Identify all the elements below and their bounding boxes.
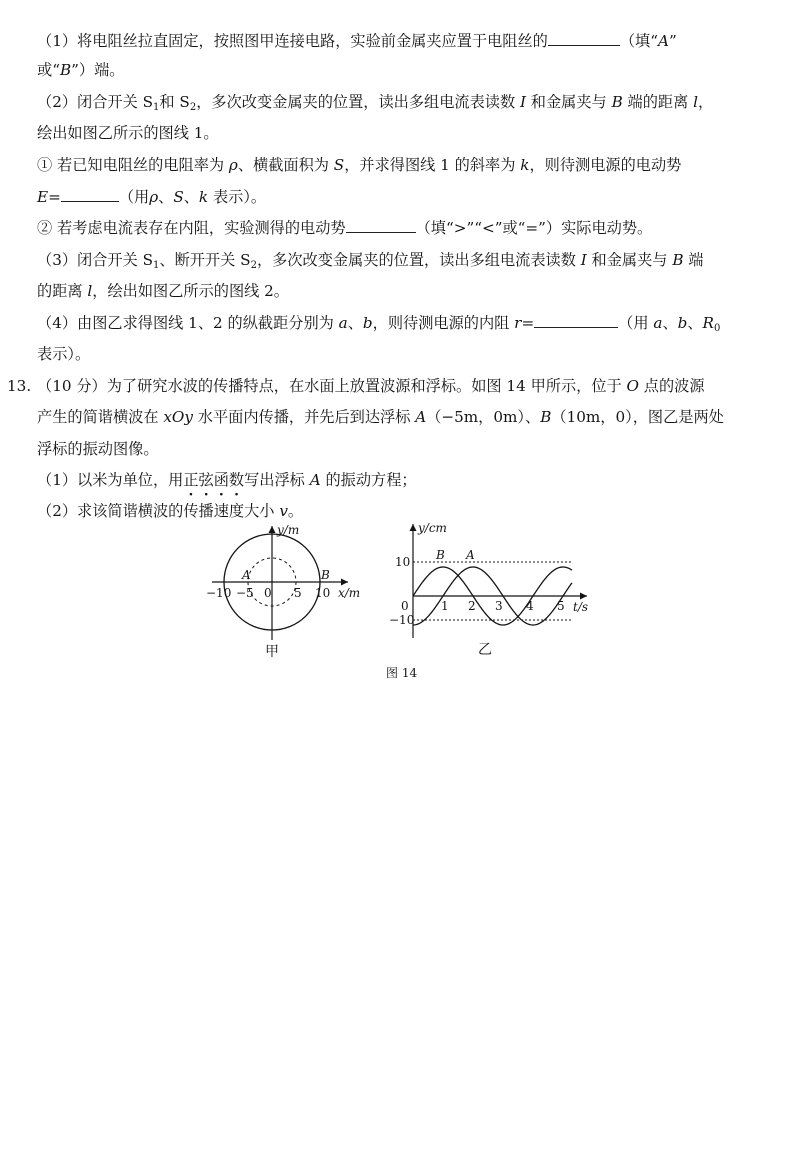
q12-sub2-line: ② 若考虑电流表存在内阻，实验测得的电动势 （填“>”“<”或“=”）实际电动势。: [37, 219, 653, 237]
tick-5: 5: [294, 586, 302, 600]
yi-xtick-1: 1: [441, 599, 449, 613]
yi-ytick-0: 0: [401, 599, 409, 613]
tick-neg5: −5: [236, 586, 254, 600]
caption-jia: 甲: [265, 644, 279, 660]
q12-part4-line2: 表示）。: [37, 345, 91, 363]
yi-xtick-2: 2: [468, 599, 476, 613]
yi-xlabel: t/s: [573, 600, 589, 614]
q13-line2: 产生的简谐横波在 xOy 水平面内传播，并先后到达浮标 A（−5m，0m）、B（10m，0），图乙是两处: [37, 408, 724, 426]
jia-ylabel: y/m: [277, 523, 300, 537]
point-B-label: B: [321, 568, 330, 582]
q12-part1-line2: 或“B”）端。: [37, 61, 125, 79]
answer-blank-1[interactable]: [548, 31, 620, 46]
jia-xlabel: x/m: [338, 586, 361, 600]
yi-xtick-5: 5: [557, 599, 565, 613]
q13-sub1: （1）以米为单位，用正弦函数写出浮标 A 的振动方程；: [37, 471, 417, 489]
figure-caption: 图 14: [386, 666, 418, 680]
answer-blank-3[interactable]: [346, 218, 416, 233]
q12-sub1-line1: ① 若已知电阻丝的电阻率为 ρ、横截面积为 S，并求得图线 1 的斜率为 k，则待测电源的电动势: [37, 156, 682, 174]
answer-blank-2[interactable]: [61, 187, 119, 202]
caption-yi: 乙: [478, 642, 492, 658]
q12-part2-line1: （2）闭合开关 $S_1$和 $S_2$，多次改变金属夹的位置，读出多组电流表读数 I 和金属夹与 B 端的距离 l，: [37, 93, 714, 113]
q12-part2-line2: 绘出如图乙所示的图线 1。: [37, 124, 219, 142]
q12-part3-line2: 的距离 l，绘出如图乙所示的图线 2。: [37, 282, 289, 300]
q12-part1-line1: （1）将电阻丝拉直固定，按照图甲连接电路，实验前金属夹应置于电阻丝的 （填“A”: [37, 32, 677, 50]
point-A-label: A: [242, 568, 251, 582]
tick-neg10: −10: [206, 586, 232, 600]
tick-0: 0: [264, 586, 272, 600]
yi-ylabel: y/cm: [418, 521, 447, 535]
q13-sub2: （2）求该简谐横波的传播速度大小 v。: [37, 502, 304, 520]
yi-ytick-10: 10: [395, 555, 411, 569]
q12-part3-line1: （3）闭合开关 $S_1$、断开开关 $S_2$，多次改变金属夹的位置，读出多组电流表读数 I 和金属夹与 B 端: [37, 251, 704, 271]
tick-10: 10: [315, 586, 331, 600]
yi-ytick-neg10: −10: [389, 613, 415, 627]
q13-line3: 浮标的振动图像。: [37, 440, 159, 458]
q12-sub1-line2: E= （用ρ、S、k 表示）。: [37, 188, 267, 206]
answer-blank-4[interactable]: [534, 313, 618, 328]
question-number-13: 13.: [7, 377, 32, 395]
q13-line1: （10 分）为了研究水波的传播特点，在水面上放置波源和浮标。如图 14 甲所示，位于 O 点的波源: [37, 377, 705, 395]
curve-B-label: B: [436, 548, 445, 562]
q12-part4-line1: （4）由图乙求得图线 1、2 的纵截距分别为 a、b，则待测电源的内阻 r= （用 a、b、$R_0$: [37, 314, 721, 334]
yi-xtick-4: 4: [526, 599, 534, 613]
yi-xtick-3: 3: [495, 599, 503, 613]
figure-jia: [200, 520, 370, 665]
figure-yi: [385, 518, 595, 666]
curve-A-label: A: [466, 548, 475, 562]
